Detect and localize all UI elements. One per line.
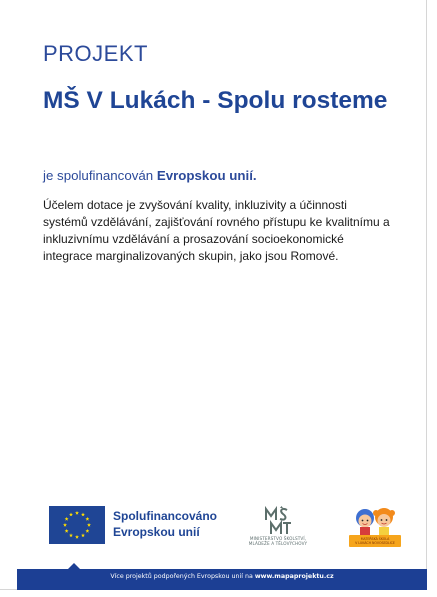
footer-prefix: Více projektů podpořených Evropskou unií na: [110, 573, 255, 580]
school-sign: MATEŘSKÁ ŠKOLA V LUKÁCH NOVOSEDLICE: [349, 535, 401, 547]
eu-label-line2: Evropskou unií: [113, 524, 200, 539]
cofinanced-statement: [43, 168, 257, 183]
ministry-name: MINISTERSTVO ŠKOLSTVÍ, MLÁDEŽE A TĚLOVÝCHOVY: [248, 536, 308, 546]
cofinanced-emphasis: Evropskou unií.: [156, 168, 257, 183]
footer-link[interactable]: www.mapaprojektu.cz: [254, 573, 334, 580]
eu-label-line1: Spolufinancováno: [113, 509, 218, 523]
poster-title: MŠ V Lukách - Spolu rosteme: [43, 87, 388, 114]
msmt-monogram-icon: [263, 506, 293, 536]
footer-text: [17, 573, 427, 580]
eu-flag-icon: [49, 506, 105, 544]
ministry-logo: [237, 506, 319, 550]
children-illustration-icon: [349, 506, 401, 536]
cofinanced-prefix: je spolufinancován: [43, 168, 157, 183]
eu-cofinanced-label: [113, 509, 217, 540]
school-logo: [349, 506, 401, 548]
project-description: Účelem dotace je zvyšování kvality, inkluzivity a účinnosti systémů vzdělávání, zajišťování rovného přístupu ke kvalitnímu a inkluzivnímu vzdělávání a prosazování socioekonomické integrace marginalizovaných skupin, jako jsou Romové.: [43, 198, 390, 263]
poster-kicker: PROJEKT: [43, 41, 148, 66]
